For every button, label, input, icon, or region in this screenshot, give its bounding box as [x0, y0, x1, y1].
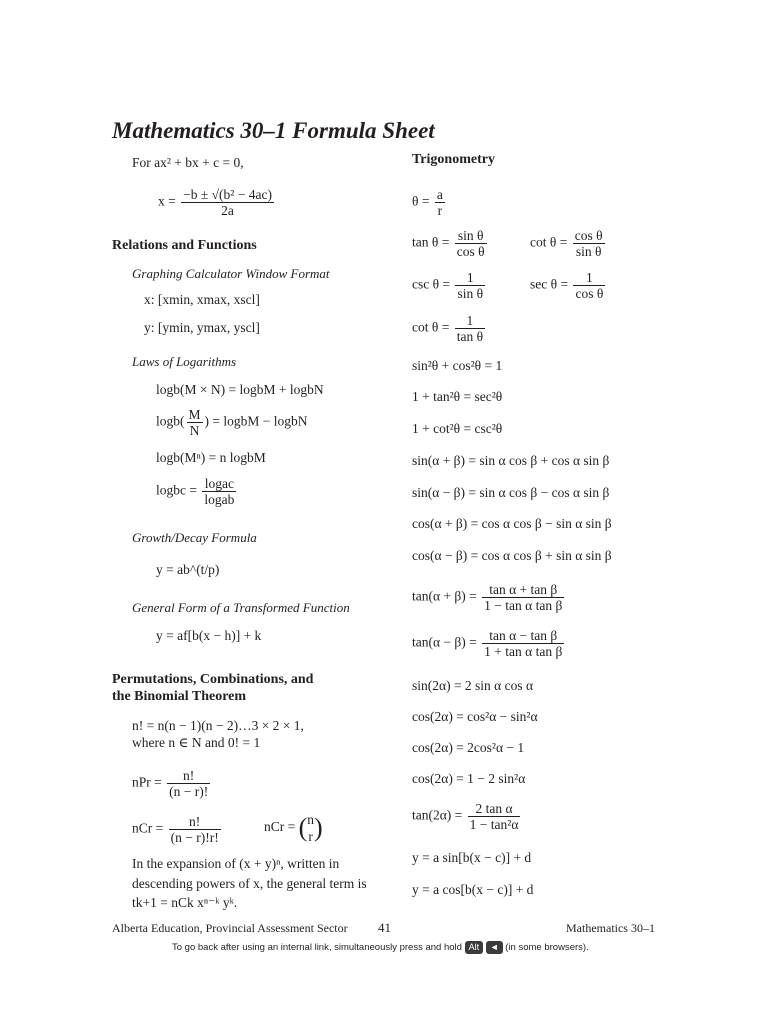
- tan-definition: tan θ = $\frac{\text{sin θ}}{\text{cos θ}}$: [412, 228, 485, 259]
- binomial-general-term: tk+1 = nCk xⁿ⁻ᵏ yᵏ.: [132, 895, 238, 910]
- binomial-text-1: In the expansion of (x + y)ⁿ, written in: [132, 856, 340, 871]
- subsection-growth-decay: Growth/Decay Formula: [132, 530, 257, 545]
- cos-difference-identity: cos(α − β) = cos α cos β + sin α sin β: [412, 548, 612, 563]
- combination-formula: nCr = $\frac{n!}{(n - r)!r!}$: [132, 814, 219, 845]
- navigation-hint-text: To go back after using an internal link, simultaneously press and hold: [172, 942, 462, 953]
- cot-definition: cot θ = $\frac{\text{cos θ}}{\text{sin θ}}$: [530, 228, 603, 259]
- factorial-definition: n! = n(n − 1)(n − 2)…3 × 2 × 1,: [132, 718, 304, 733]
- sin-double-angle: sin(2α) = 2 sin α cos α: [412, 678, 534, 693]
- growth-decay-formula: y = ab^(t/p): [156, 562, 220, 577]
- log-power-rule: logb(Mⁿ) = n logbM: [156, 450, 266, 465]
- left-arrow-key-icon: ◄: [486, 941, 503, 954]
- window-x: x: [xmin, xmax, xscl]: [144, 292, 260, 307]
- arc-length-formula: θ = $\frac{a}{r}$: [412, 187, 443, 218]
- tan-sum-identity: tan(α + β) = $\frac{\text{tan α + tan β}}{\text{1 − tan α tan β}}$: [412, 582, 563, 613]
- sin-sum-identity: sin(α + β) = sin α cos β + cos α sin β: [412, 453, 610, 468]
- pythagorean-identity-1: sin²θ + cos²θ = 1: [412, 358, 503, 373]
- cos-sum-identity: cos(α + β) = cos α cos β − sin α sin β: [412, 516, 612, 531]
- page-title: Mathematics 30–1 Formula Sheet: [112, 118, 435, 143]
- transformed-function-formula: y = af[b(x − h)] + k: [156, 628, 262, 643]
- factorial-condition: where n ∈ N and 0! = 1: [132, 735, 261, 750]
- quadratic-formula: x = $\frac{\text{−b ± √(b² − 4ac)}}{2a}$: [158, 187, 272, 218]
- cos-double-angle-2: cos(2α) = 2cos²α − 1: [412, 740, 525, 755]
- navigation-hint: [172, 941, 589, 954]
- cot-reciprocal: cot θ = $\frac{1}{\text{tan θ}}$: [412, 313, 484, 344]
- section-trigonometry: Trigonometry: [412, 152, 495, 167]
- section-relations-functions: Relations and Functions: [112, 238, 257, 253]
- pythagorean-identity-2: 1 + tan²θ = sec²θ: [412, 389, 503, 404]
- subsection-window-format: Graphing Calculator Window Format: [132, 266, 330, 281]
- sin-difference-identity: sin(α − β) = sin α cos β − cos α sin β: [412, 485, 610, 500]
- tan-difference-identity: tan(α − β) = $\frac{\text{tan α − tan β}}{\text{1 + tan α tan β}}$: [412, 628, 563, 659]
- sinusoidal-cosine: y = a cos[b(x − c)] + d: [412, 882, 534, 897]
- quadratic-intro: For ax² + bx + c = 0,: [132, 155, 244, 170]
- combination-binomial-notation: nCr = ( n r ): [264, 812, 323, 844]
- page-number: 41: [378, 920, 391, 935]
- log-change-of-base: logbc = $\frac{\text{logac}}{\text{logab}}$: [156, 476, 235, 507]
- log-product-rule: logb(M × N) = logbM + logbN: [156, 382, 324, 397]
- subsection-laws-of-logarithms: Laws of Logarithms: [132, 354, 237, 369]
- sinusoidal-sine: y = a sin[b(x − c)] + d: [412, 850, 532, 865]
- section-permutations-title-2: the Binomial Theorem: [112, 689, 247, 704]
- log-quotient-rule: logb( $\frac{M}{N}$ ) = logbM − logbN: [156, 407, 308, 438]
- section-permutations-title-1: Permutations, Combinations, and: [112, 672, 314, 687]
- window-y: y: [ymin, ymax, yscl]: [144, 320, 260, 335]
- footer-course: Mathematics 30–1: [566, 921, 655, 935]
- binomial-text-2: descending powers of x, the general term is: [132, 876, 367, 891]
- cos-double-angle-1: cos(2α) = cos²α − sin²α: [412, 709, 538, 724]
- tan-double-angle: tan(2α) = $\frac{\text{2 tan α}}{\text{1 − tan²α}}$: [412, 801, 519, 832]
- csc-definition: csc θ = $\frac{1}{\text{sin θ}}$: [412, 270, 484, 301]
- subsection-transformed-function: General Form of a Transformed Function: [132, 600, 350, 615]
- cos-double-angle-3: cos(2α) = 1 − 2 sin²α: [412, 771, 526, 786]
- pythagorean-identity-3: 1 + cot²θ = csc²θ: [412, 421, 503, 436]
- footer-publisher: Alberta Education, Provincial Assessment Sector: [112, 921, 348, 935]
- sec-definition: sec θ = $\frac{1}{\text{cos θ}}$: [530, 270, 604, 301]
- alt-key-icon: Alt: [465, 941, 484, 954]
- navigation-hint-suffix: (in some browsers).: [505, 942, 589, 953]
- permutation-formula: nPr = $\frac{n!}{(n - r)!}$: [132, 768, 209, 799]
